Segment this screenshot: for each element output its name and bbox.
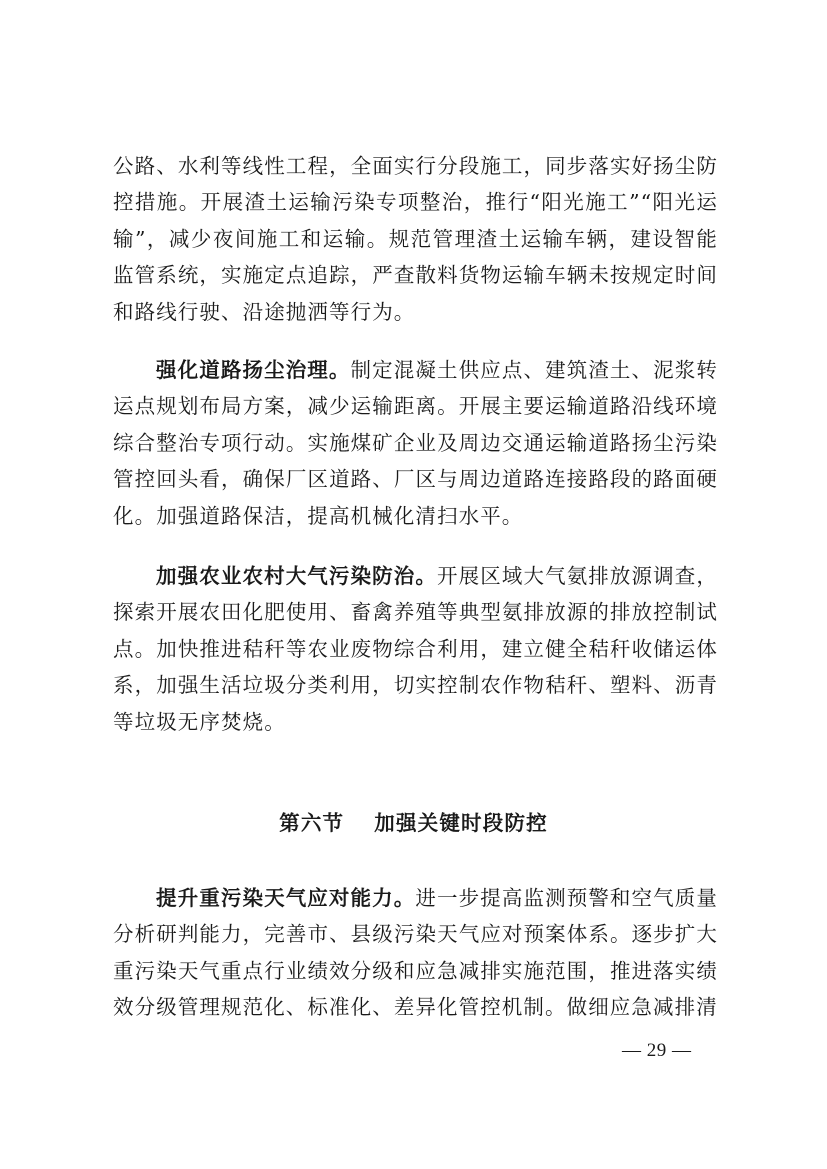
paragraph-2 [113,352,718,534]
paragraph-2-text: 制定混凝土供应点、建筑渣土、泥浆转运点规划布局方案，减少运输距离。开展主要运输道路沿线环境综合整治专项行动。实施煤矿企业及周边交通运输道路扬尘污染管控回头看，确保厂区道路、厂区与周边道路连接路段的路面硬化。加强道路保洁，提高机械化清扫水平。 [113,358,718,528]
section-number: 第六节 [279,811,345,835]
section-heading [0,806,827,836]
paragraph-4 [113,880,718,1026]
paragraph-4-lead: 提升重污染天气应对能力。 [156,886,416,910]
page-number: — 29 — [622,1040,692,1061]
paragraph-3-text: 开展区域大气氨排放源调查，探索开展农田化肥使用、畜禽养殖等典型氨排放源的排放控制试点。加快推进秸秆等农业废物综合利用，建立健全秸秆收储运体系，加强生活垃圾分类利用，切实控制农作物秸秆、塑料、沥青等垃圾无序焚烧。 [113,564,718,734]
paragraph-1 [113,148,718,330]
paragraph-3-lead: 加强农业农村大气污染防治。 [156,564,437,588]
paragraph-4-text: 进一步提高监测预警和空气质量分析研判能力，完善市、县级污染天气应对预案体系。逐步扩大重污染天气重点行业绩效分级和应急减排实施范围，推进落实绩效分级管理规范化、标准化、差异化管控机制。做细应急减排清 [113,886,718,1020]
paragraph-3 [113,558,718,740]
paragraph-2-lead: 强化道路扬尘治理。 [156,358,351,382]
paragraph-1-text: 公路、水利等线性工程，全面实行分段施工，同步落实好扬尘防控措施。开展渣土运输污染专项整治，推行“阳光施工”“阳光运输”，减少夜间施工和运输。规范管理渣土运输车辆，建设智能监管系统，实施定点追踪，严查散料货物运输车辆未按规定时间和路线行驶、沿途抛洒等行为。 [113,154,718,324]
section-title: 加强关键时段防控 [374,811,548,835]
